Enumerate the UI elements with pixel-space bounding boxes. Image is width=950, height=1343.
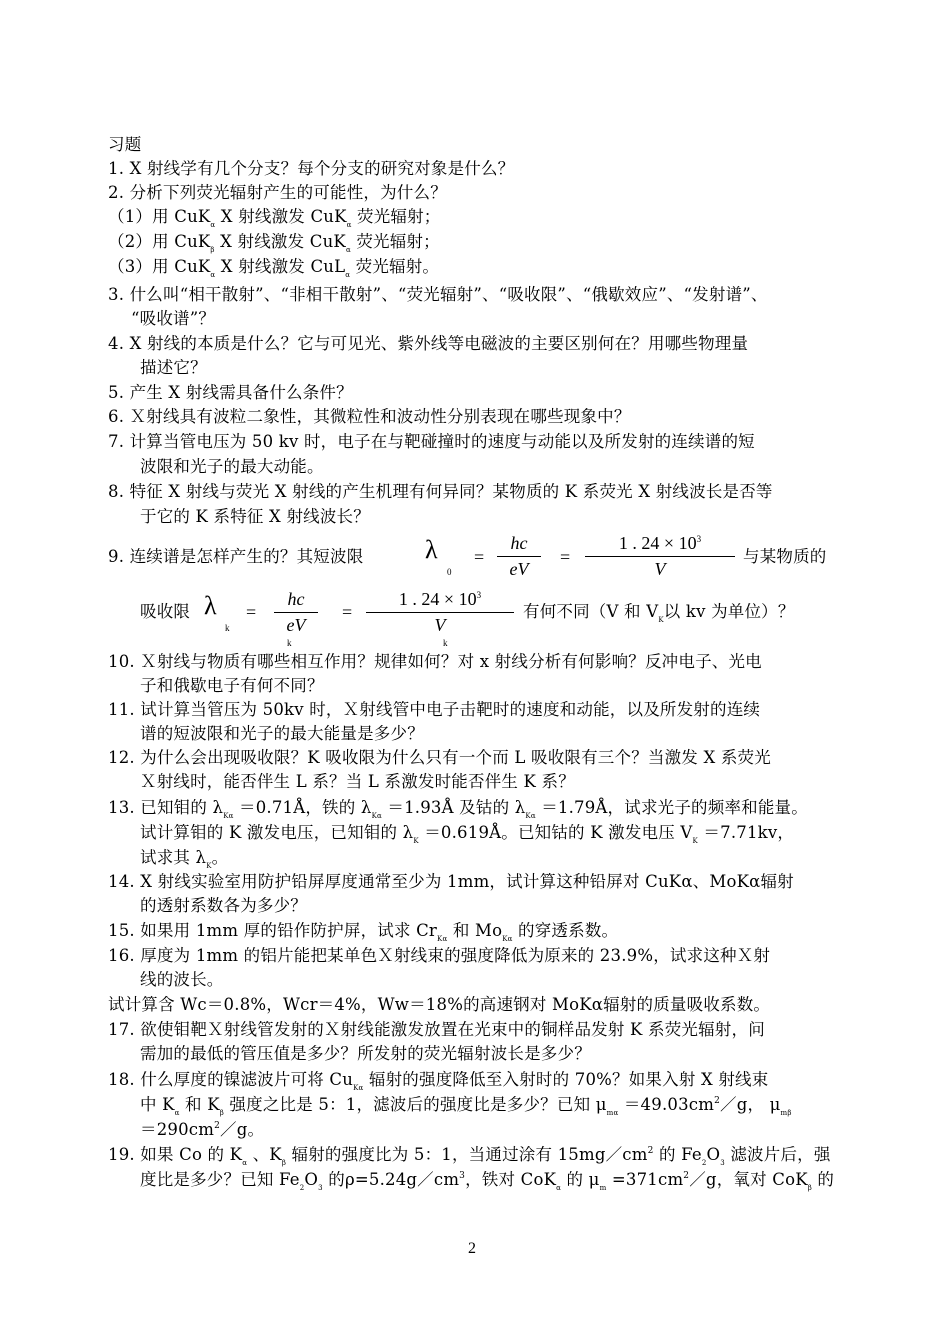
question-3-cont: “吸收谱”？ [131,309,216,328]
question-14-cont: 的透射系数各为多少？ [140,896,307,915]
question-12-cont: Ｘ射线时，能否伴生 L 系？当 L 系激发时能否伴生 K 系？ [140,772,575,791]
question-11: 11. 试计算当管压为 50kv 时，Ｘ射线管中电子击靶时的速度和动能，以及所发射的连续 [108,700,761,719]
question-17: 17. 欲使钼靶Ｘ射线管发射的Ｘ射线能激发放置在光束中的铜样品发射 K 系荧光辐射，问 [108,1020,765,1039]
equals-sign: = [246,602,257,622]
question-2-part-3: （3）用 CuK$_\alpha$ X 射线激发 CuL$_\alpha$ 荧光辐射。 [108,257,440,279]
question-6: 6. Ｘ射线具有波粒二象性，其微粒性和波动性分别表现在哪些现象中？ [108,407,631,426]
lambda-k-symbol: λ [204,591,217,620]
question-9-absorption-edge: 吸收限 [140,602,191,621]
equals-sign: = [342,602,353,622]
question-2-part-2: （2）用 CuK$_\beta$ X 射线激发 CuK$_\alpha$ 荧光辐射； [108,232,440,254]
question-16: 16. 厚度为 1mm 的铝片能把某单色Ｘ射线束的强度降低为原来的 23.9%，试求这种Ｘ射 [108,946,771,965]
question-2: 2. 分析下列荧光辐射产生的可能性，为什么？ [108,183,447,202]
subscript-k-lower: k [443,638,448,648]
question-10-cont: 子和俄歇电子有何不同？ [140,676,324,695]
subscript-k: k [225,623,230,633]
question-5: 5. 产生 X 射线需具备什么条件？ [108,383,353,402]
question-13: 13. 已知钼的 $\lambda_{K\alpha}$ ＝0.71Å，铁的 $\lambda_{K\alpha}$ ＝1.93Å 及钴的 $\lambda_{K\alpha}$ ＝1.79Å，试求光子的频率和能量。 [108,798,808,820]
fraction-hc-eV-k: $\frac{hc}{eV}$ [274,589,318,636]
question-3: 3. 什么叫“相干散射”、“非相干散射”、“荧光辐射”、“吸收限”、“俄歇效应”、“发射谱”、 [108,285,768,304]
question-18-cont: 中 $K_\alpha$ 和 $K_\beta$ 强度之比是 5：1，滤波后的强度比是多少？已知 $\mu_{m\alpha}$ $=49.03cm^2/g$， $\mu_{m\beta}$ [140,1095,792,1117]
question-18-cont-2: $=290cm^2/g$。 [140,1120,265,1139]
question-4: 4. X 射线的本质是什么？它与可见光、紫外线等电磁波的主要区别何在？用哪些物理量 [108,334,749,353]
section-heading: 习题 [108,135,142,154]
subscript-k-lower: k [287,638,292,648]
page-number: 2 [468,1240,476,1257]
question-16-extra: 试计算含 Wc＝0.8%，Wcr＝4%，Ww＝18%的高速钢对 MoKα辐射的质量吸收系数。 [108,995,771,1014]
question-9-tail: 与某物质的 [743,547,827,566]
question-19-cont: 度比是多少？已知 $Fe_2O_3$ 的$\rho=5.24g/cm^3$，铁对 CoK$_\alpha$ 的 $\mu_m$ $=371cm^2/g$，氧对 CoK$_\beta$ 的 [140,1170,835,1192]
equals-sign: = [560,547,571,567]
fraction-hc-eV: $\frac{hc}{eV}$ [497,533,541,580]
question-13-cont-2: 试求其 $\lambda_K$。 [140,848,229,870]
question-14: 14. X 射线实验室用防护铅屏厚度通常至少为 1mm，试计算这种铅屏对 CuKα、MoKα辐射 [108,872,794,891]
lambda-0-symbol: λ [425,535,438,564]
fraction-1.24e3-Vk: $\frac{1 . 24 \times 10^3}{V}$ [366,589,514,636]
question-7: 7. 计算当管电压为 50 kv 时，电子在与靶碰撞时的速度与动能以及所发射的连续谱的短 [108,432,755,451]
subscript-0: 0 [447,567,452,577]
question-4-cont: 描述它？ [140,358,207,377]
question-16-cont: 线的波长。 [140,970,224,989]
equals-sign: = [474,547,485,567]
question-7-cont: 波限和光子的最大动能。 [140,457,324,476]
question-1: 1. X 射线学有几个分支？每个分支的研究对象是什么？ [108,159,515,178]
question-9-tail-2: 有何不同（V 和 $V_K$以 kv 为单位）？ [523,602,795,624]
question-13-cont: 试计算钼的 K 激发电压，已知钼的 $\lambda_K$ ＝0.619Å。已知钴的 K 激发电压 $V_K =7.71kv$， [140,823,795,845]
question-11-cont: 谱的短波限和光子的最大能量是多少？ [140,724,424,743]
question-2-part-1: （1）用 CuK$_\alpha$ X 射线激发 CuK$_\alpha$ 荧光辐射； [108,207,441,229]
question-8: 8. 特征 X 射线与荧光 X 射线的产生机理有何异同？某物质的 K 系荧光 X 射线波长是否等 [108,482,773,501]
question-10: 10. Ｘ射线与物质有哪些相互作用？规律如何？对 x 射线分析有何影响？反冲电子、光电 [108,652,762,671]
question-19: 19. 如果 Co 的 $K_\alpha$ 、$K_\beta$ 辐射的强度比为 5：1，当通过涂有 $15mg/cm^2$ 的 $Fe_2O_3$ 滤波片后，强 [108,1145,831,1167]
question-17-cont: 需加的最低的管压值是多少？所发射的荧光辐射波长是多少？ [140,1044,591,1063]
question-8-cont: 于它的 K 系特征 X 射线波长？ [140,507,370,526]
question-18: 18. 什么厚度的镍滤波片可将 $Cu_{K\alpha}$ 辐射的强度降低至入射时的 70%？如果入射 X 射线束 [108,1070,769,1092]
fraction-1.24e3-V: $\frac{1 . 24 \times 10^3}{V}$ [585,533,735,580]
question-9: 9. 连续谱是怎样产生的？其短波限 [108,547,364,566]
question-12: 12. 为什么会出现吸收限？K 吸收限为什么只有一个而 L 吸收限有三个？当激发 X 系荧光 [108,748,771,767]
question-15: 15. 如果用 1mm 厚的铅作防护屏，试求 $Cr_{K\alpha}$ 和 $Mo_{K\alpha}$ 的穿透系数。 [108,921,619,943]
